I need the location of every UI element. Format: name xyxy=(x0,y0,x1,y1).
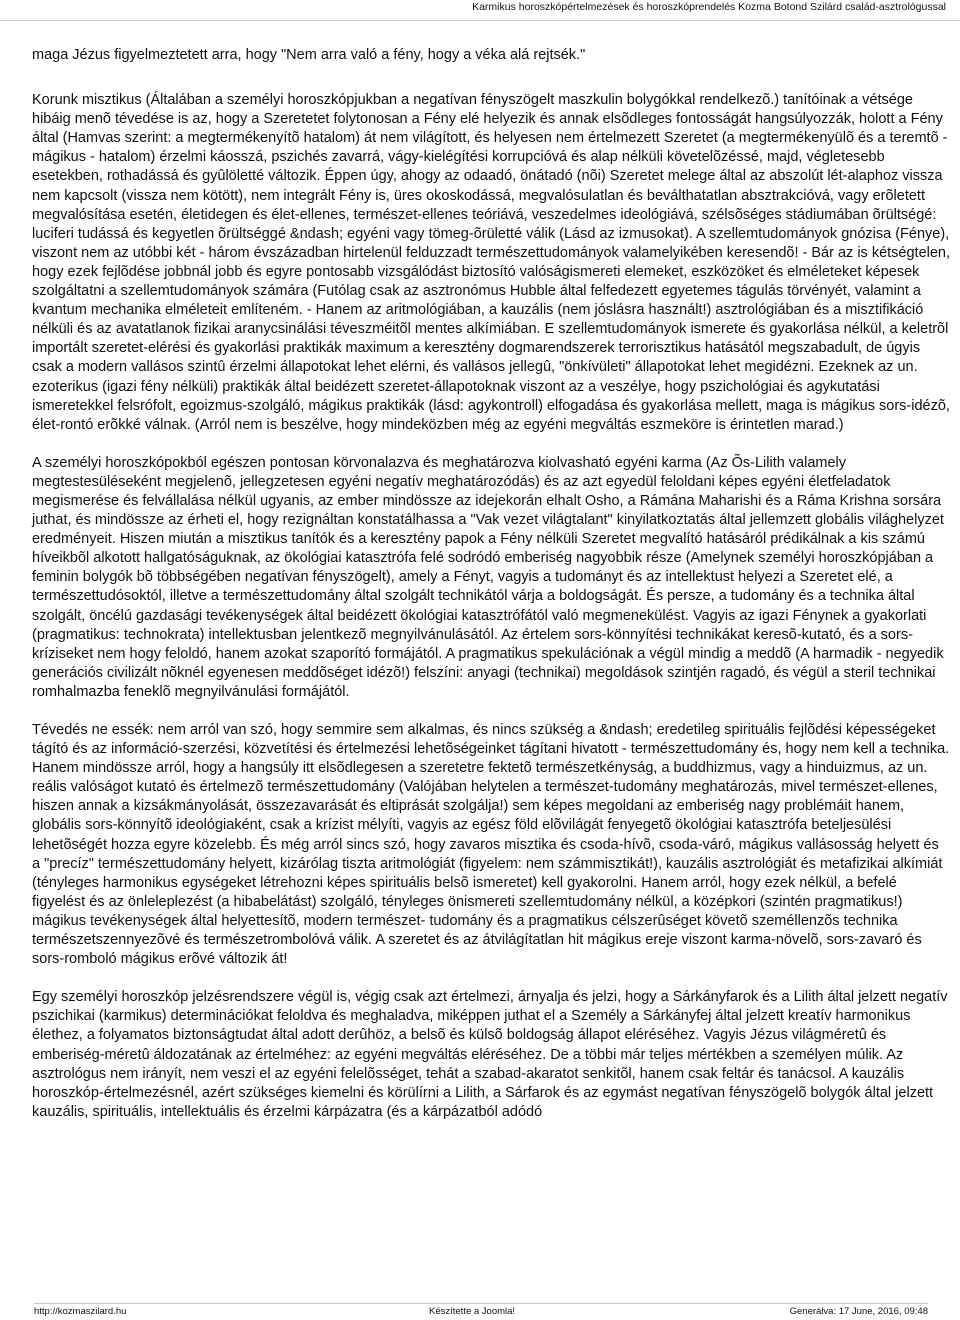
article-paragraph: A személyi horoszkópokból egészen pontosan körvonalazva és meghatározva kiolvasható egyéni karma (Az Õs-Lilith valamely megtestesüléseként megjelenõ, jellegzetesen egyéni negatív meghatározódás) és az azt egyedül feloldani képes egyéni életfeladatok megismerése és felvállalása nélkül ugyanis, az ember mindössze az idejekorán elhalt Osho, a Rámána Maharishi és a Ráma Krishna sorsára juthat, és mindössze az érheti el, hogy rezignáltan konstatálhassa a "Vak vezet világtalant" kinyilatkoztatás által jellemzett globális világhelyzet eredményeit. Hiszen miután a misztikus tanítók és a keresztény papok a Fény nélküli Szeretet megvalító hatásáról prédikálnak a kis számú híveikbõl alkotott hallgatóságuknak, az ökológiai katasztrófa felé sodródó emberiség nagyobbik része (Amelynek személyi horoszkópjában a feminin bolygók bõ többségében negatívan fényszögelt), amely a Fényt, vagyis a tudományt és az intellektust helyezi a Szeretet elé, a természettudósoktól, illetve a természettudomány által szolgált technikától várja a boldogságát. És persze, a tudomány és a technika által szolgált, öncélú gazdasági tevékenységek által beidézett ökológiai katasztrófától való megmenekülést. Vagyis az igazi Fénynek a gyakorlati (pragmatikus: technokrata) intellektusban jelentkezõ megnyilvánulásától. Az értelem sors-könnyítési technikákat keresõ-kutató, és a sors-kríziseket nem hogy feloldó, hanem azokat szaporító formájától. A pragmatikus spekulációnak a végül mindig a meddõ (A harmadik - negyedik generációs civilizált nõknél egyenesen meddõséget idézõ!) felszíni: anyagi (technikai) megoldások szintjén ragadó, és végül a steril technikai romhalmazba feneklõ megnyilvánulási formájától. xyxy=(32,454,944,700)
site-title: Karmikus horoszkópértelmezések és horoszkóprendelés Kozma Botond Szilárd család-asztrológussal xyxy=(472,1,946,13)
page-footer xyxy=(34,1303,928,1318)
footer-generated-date: Generálva: 17 June, 2016, 09:48 xyxy=(789,1306,928,1317)
footer-made-with: Készítette a Joomla! xyxy=(429,1306,516,1317)
article-paragraph: Tévedés ne essék: nem arról van szó, hogy semmire sem alkalmas, és nincs szükség a &ndash; eredetileg spirituális fejlõdési képességeket tágító és az információ-szerzési, közvetítési és értelmezési lehetõségeinket tágítani hivatott - természettudomány és, hogy nem kell a technika. Hanem mindössze arról, hogy a hangsúly itt elsõdlegesen a szeretetre fektetõ természetkényság, a buddhizmus, vagy a hinduizmus, az un. reális valóságot kutató és értelmezõ természettudomány (Valójában helytelen a természet-tudomány meghatározás, mivel természet-ellenes, hiszen annak a kizsákmányolását, összezavarását és eltiprását szolgálja!) sem képes megoldani az emberiség nagy problémáit hanem, globális sors-könnyítõ ideológiaként, csak a krízist mélyíti, vagyis az egész föld elõvilágát fenyegetõ ökológiai katasztrófa beteljesülési lehetõségét hozza egyre közelebb. És még arról sincs szó, hogy zavaros misztika és csoda-hívõ, csoda-váró, mágikus vallásosság helyett és a "precíz" természettudomány helyett, kizárólag tiszta aritmológiát (figyelem: nem számmisztikát!), kauzális asztrológiát és metafizikai alkímiát (tényleges harmonikus egységeket létrehozni képes spirituális belsõ ismeretet) kell gyakorolni. Hanem arról, hogy ezek nélkül, a befelé figyelést és az önleleplezést (a hibabelátást) szolgáló, tényleges önismereti szellemtudomány nélkül, a középkori (szintén pragmatikus!) mágikus tevékenységek által helyettesítõ, modern természet- tudomány és a pragmatikus célszerûséget követõ személlenzõs technika természetszennyezõvé és természetrombolóvá válik. A szeretet és az átvilágítatlan hit mágikus ereje viszont karma-növelõ, sors-zavaró és sors-romboló mágikus erõvé változik át! xyxy=(32,722,950,968)
article-paragraph: Korunk misztikus (Általában a személyi horoszkópjukban a negatívan fényszögelt maszkulin bolygókkal rendelkezõ.) tanítóinak a vétsége hibáig menõ tévedése is az, hogy a Szeretetet folytonosan a Fény elé helyezik és annak elsõdleges fontosságát hangsúlyozzák, holott a Fény által (Hamvas szerint: a megtermékenyítõ hatalom) át nem világított, és helyesen nem értelmezett Szeretet (a megtermékenyülõ és a teremtõ - mágikus - hatalom) érzelmi káosszá, pszichés zavarrá, vágy-kielégítési korrupcióvá és alap nélküli követelõzéssé, majd, végletesebb esetekben, rothadássá és gyûlöletté változik. Éppen úgy, ahogy az odaadó, önátadó (nõi) Szeretet melege által az abszolút lét-alaphoz vissza nem kapcsolt (vissza nem kötött), nem integrált Fény is, üres okoskodássá, megvalósulatlan és beválthatatlan absztrakcióvá, vagy erõletett megvalósítása esetén, életidegen és élet-ellenes, természet-ellenes teóriává, veszedelmes ideológiává, szélsõséges stádiumában õrültségé: luciferi tudássá és kegyetlen õrültséggé &ndash; egyéni vagy tömeg-õrületté válik (Lásd az izmusokat). A szellemtudományok gnózisa (Fénye), viszont nem az utóbbi két - három évszázadban hirtelenül felduzzadt természettudományok valamelyikében keresendõ! - Bár az is kétségtelen, hogy ezek fejlõdése jobbnál jobb és egyre pontosabb vizsgálódást biztosító valóságismereti elemeket, eszközöket és elméleteket képesek szolgáltatni a szellemtudományok számára (Futólag csak az asztronómus Hubble által felfedezett egyetemes tágulás törvényét, valamint a kvantum mechanika elméleteit említeném. - Hanem az aritmológiában, a kauzális (nem jóslásra használt!) asztrológiában és a misztifikáció nélküli és az avatatlanok fizikai aranycsinálási téveszméitõl mentes alkímiában. E szellemtudományok ismerete és gyakorlása nélkül, a keletrõl importált szeretet-elérési és gyakorlási praktikák maximum a keresztény dogmarendszerek terrorisztikus hatásától megszabadult, de úgyis csak a modern vallásos szintû érzelmi állapotokat lehet elérni, és vallásos jellegû, "önkívületi" állapotokat lehet megidézni. Ezeknek az un. ezoterikus (igazi fény nélküli) praktikák által beidézett szeretet-állapotoknak viszont az a veszélye, hogy pszichológiai és agykutatási ismeretekkel felsrófolt, egoizmus-szolgáló, mágikus praktikák (lásd: agykontroll) elfogadása és gyakorlása mellett, maga is mágikus sors-idézõ, élet-rontó erõkké válnak. (Arról nem is beszélve, hogy mindeközben még az egyéni megváltás eszmeköre is érintetlen marad.) xyxy=(32,92,951,433)
article-body xyxy=(32,46,950,1141)
article-paragraph: Egy személyi horoszkóp jelzésrendszere végül is, végig csak azt értelmezi, árnyalja és jelzi, hogy a Sárkányfarok és a Lilith által jelzett negatív pszichikai (karmikus) determinációkat feloldva és meghaladva, miképpen juthat el a Személy a Sárkányfej által jelzett kreatív harmonikus élethez, a folyamatos biztonságtudat által adott derûhöz, a belsõ és külsõ boldogság állapot eléréséhez. Vagyis Jézus világméretû és emberiség-méretû áldozatának az értelméhez: az egyéni megváltás eléréséhez. De a többi már teljes mértékben a személyen múlik. Az asztrológus nem irányít, nem veszi el az egyéni felelõsséget, tehát a szabad-akaratot senkitõl, hanem csak feltár és tanácsol. A kauzális horoszkóp-értelmezésnél, azért szükséges kiemelni és körülírni a Lilith, a Sárfarok és az egymást negatívan fényszögelõ bolygók által jelzett kauzális, spirituális, intellektuális és érzelmi kárpázatra (és a kárpázatból adódó xyxy=(32,989,948,1120)
page-header xyxy=(0,0,960,21)
footer-site-link[interactable]: http://kozmaszilard.hu xyxy=(34,1306,127,1317)
article-paragraph: maga Jézus figyelmeztetett arra, hogy "Nem arra való a fény, hogy a véka alá rejtsék." xyxy=(32,47,586,63)
